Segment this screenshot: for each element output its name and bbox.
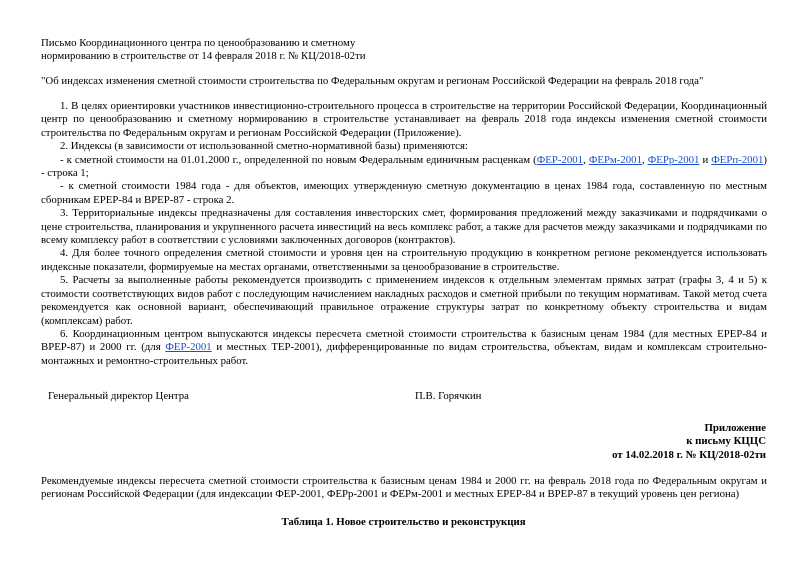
link-fer-2001[interactable]: ФЕР-2001 [536, 153, 584, 166]
paragraph-8 [41, 328, 767, 368]
paragraph-3-end: ) - строка 1; [41, 153, 767, 180]
paragraph-7: 5. Расчеты за выполненные работы рекомендуется производить с применением индексов к отдельным элементам прямых затрат (графы 3, 4 и 5) к стоимости соответствующих видов работ с последующим начислением накладных расходов и сметной прибыли по текущим нормативам. Такой метод счета рекомендуется как основной вариант, обеспечивающий правильное отражение структуры затрат по конкретному объекту строительства и видам (комплексам) работ. [41, 274, 767, 327]
letter-body [41, 100, 767, 368]
paragraph-2: 2. Индексы (в зависимости от использованной сметно-нормативной базы) применяются: [60, 140, 468, 153]
paragraph-1: 1. В целях ориентировки участников инвестиционно-строительного процесса в строительстве на территории Российской Федерации, Координационный центр по ценообразованию и сметному нормированию в строительстве устанавливает на февраль 2018 года индексы изменения сметной стоимости строительства по Федеральным округам и регионам Российской Федерации (Приложение). [41, 100, 767, 139]
paragraph-8-end: и местных ТЕР-2001), дифференцированные по видам строительства, объектам, видам и комплексам строительно-монтажных и ремонтно-строительных работ. [41, 341, 767, 367]
paragraph-5: 3. Территориальные индексы предназначены для составления инвесторских смет, формирования предложений между заказчиками и подрядчиками о цене строительства, планирования и укрупненного расчета инвестиций на весь комплекс работ, а также для расчетов между заказчиками и подрядчиками по всему комплексу работ в соответствии с условиями заключенных договоров (контрактов). [41, 207, 767, 247]
appendix-line-2: к письму КЦЦС [686, 435, 766, 448]
header-line-1: Письмо Координационного центра по ценообразованию и сметному [41, 37, 356, 49]
conjunction: и [699, 153, 712, 166]
letter-subject: "Об индексах изменения сметной стоимости строительства по Федеральным округам и регионам Российской Федерации на февраль 2018 года" [41, 75, 704, 87]
signatory-position: Генеральный директор Центра [48, 390, 189, 402]
appendix-line-1: Приложение [704, 422, 766, 434]
paragraph-6: 4. Для более точного определения сметной стоимости и уровня цен на строительную продукцию в конкретном регионе рекомендуется использовать индексные показатели, формируемые на местах органами, ответственными за ценообразование в строительстве. [41, 247, 767, 273]
paragraph-8-start: 6. Координационным центром выпускаются индексы пересчета сметной стоимости строительства к базисным ценам 1984 (для местных ЕРЕР-84 и ВРЕР-87) и 2000 гг. (для [41, 327, 767, 354]
link-ferr-2001[interactable]: ФЕРр-2001 [647, 153, 700, 166]
separator: , [641, 153, 648, 166]
link-fer-2001-second[interactable]: ФЕР-2001 [165, 341, 212, 354]
appendix-heading [612, 422, 766, 462]
separator: , [583, 153, 589, 166]
paragraph-3-start: - к сметной стоимости на 01.01.2000 г., определенной по новым Федеральным единичным расценкам ( [60, 153, 537, 166]
paragraph-4: - к сметной стоимости 1984 года - для объектов, имеющих утвержденную сметную документацию в ценах 1984 года, составленную по местным сборникам ЕРЕР-84 и ВРЕР-87 - строка 2. [41, 180, 767, 206]
paragraph-3 [41, 154, 767, 181]
signatory-name: П.В. Горячкин [415, 390, 482, 402]
appendix-line-3: от 14.02.2018 г. № КЦ/2018-02ти [612, 448, 766, 461]
recommendation-text: Рекомендуемые индексы пересчета сметной стоимости строительства к базисным ценам 1984 и 2000 гг. на февраль 2018 года по Федеральным округам и регионам Российской Федерации (для индексации ФЕР-2001, ФЕРр-2001 и ФЕРм-2001 и местных ЕРЕР-84 и ВРЕР-87 в текущий уровень цен региона) [41, 475, 767, 501]
table-title: Таблица 1. Новое строительство и реконструкция [281, 516, 526, 528]
letter-header [41, 37, 461, 64]
link-ferm-2001[interactable]: ФЕРм-2001 [588, 153, 642, 166]
link-ferp-2001[interactable]: ФЕРп-2001 [711, 153, 764, 166]
header-line-2: нормированию в строительстве от 14 февраля 2018 г. № КЦ/2018-02ти [41, 50, 366, 63]
